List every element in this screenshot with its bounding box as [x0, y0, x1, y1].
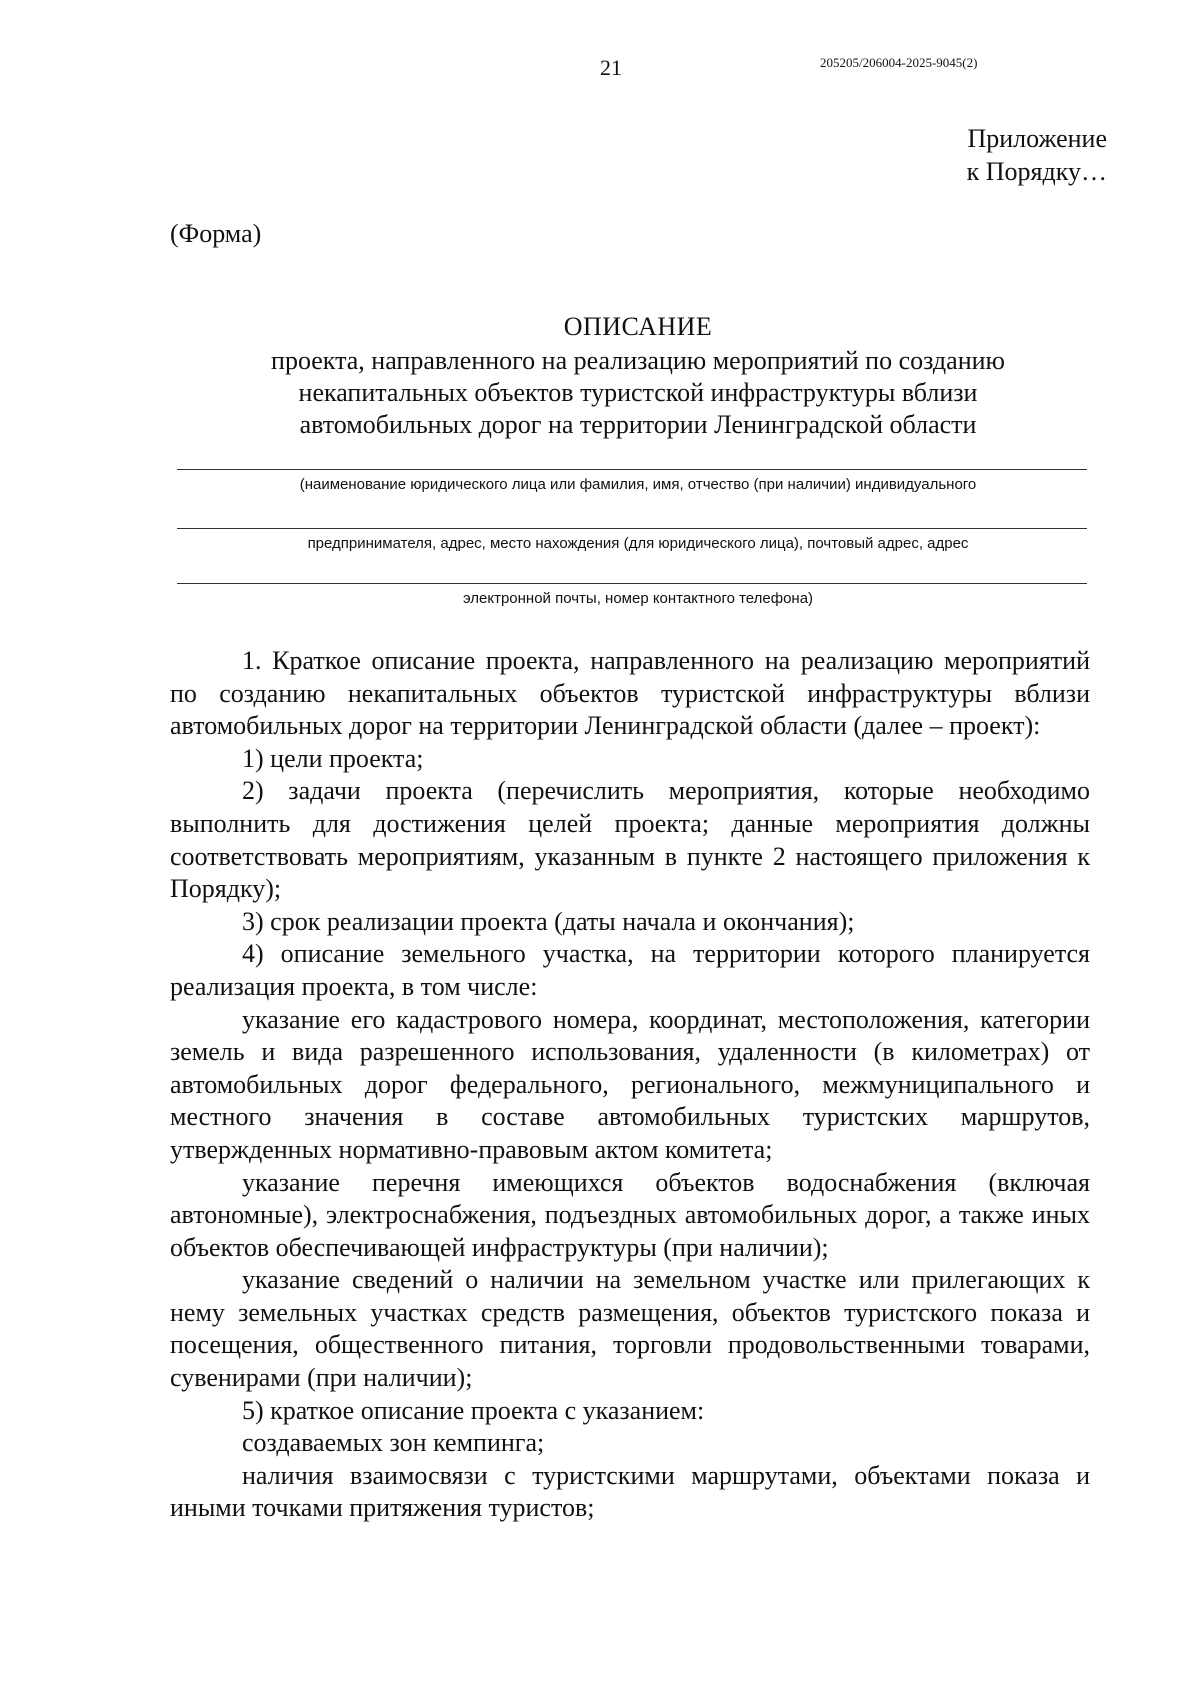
paragraph-9: 5) краткое описание проекта с указанием:	[242, 1395, 705, 1425]
paragraph-2: 1) цели проекта;	[242, 743, 424, 773]
caption-line-2: предпринимателя, адрес, место нахождения (для юридического лица), почтовый адрес, адрес	[307, 535, 969, 552]
document-body	[170, 645, 1090, 1525]
appendix-line-1: Приложение	[967, 124, 1107, 153]
fill-in-line-2	[177, 528, 1087, 529]
fill-in-line-3	[177, 583, 1087, 584]
paragraph-10: создаваемых зон кемпинга;	[242, 1428, 545, 1458]
document-id: 205205/206004-2025-9045(2)	[820, 55, 978, 70]
paragraph-8: указание сведений о наличии на земельном участке или прилегающих к нему земельных участках средств размещения, объектов туристского показа и посещения, общественного питания, торговли продовольственными товарами, сувенирами (при наличии);	[170, 1265, 1090, 1393]
subtitle-line-3: автомобильных дорог на территории Ленинградской области	[299, 410, 977, 439]
subtitle-line-2: некапитальных объектов туристской инфраструктуры вблизи	[298, 378, 978, 407]
subtitle-line-1: проекта, направленного на реализацию мероприятий по созданию	[271, 346, 1005, 375]
document-subtitle	[170, 345, 1106, 441]
paragraph-1: 1. Краткое описание проекта, направленного на реализацию мероприятий по созданию некапитальных объектов туристской инфраструктуры вблизи автомобильных дорог на территории Ленинградской области (далее – проект):	[170, 646, 1090, 741]
form-label: (Форма)	[170, 219, 262, 248]
appendix-line-2: к Порядку…	[966, 157, 1107, 186]
paragraph-4: 3) срок реализации проекта (даты начала и окончания);	[242, 906, 855, 936]
caption-line-1: (наименование юридического лица или фамилия, имя, отчество (при наличии) индивидуального	[299, 476, 977, 493]
paragraph-3: 2) задачи проекта (перечислить мероприятия, которые необходимо выполнить для достижения целей проекта; данные мероприятия должны соответствовать мероприятиям, указанным в пункте 2 настоящего приложения к Порядку);	[170, 776, 1090, 904]
caption-line-3: электронной почты, номер контактного телефона)	[462, 590, 814, 607]
fill-in-line-1	[177, 469, 1087, 470]
paragraph-7: указание перечня имеющихся объектов водоснабжения (включая автономные), электроснабжения, подъездных автомобильных дорог, а также иных объектов обеспечивающей инфраструктуры (при наличии);	[170, 1167, 1090, 1262]
paragraph-5: 4) описание земельного участка, на территории которого планируется реализация проекта, в том числе:	[170, 939, 1090, 1001]
document-title: ОПИСАНИЕ	[563, 312, 713, 341]
page-number: 21	[600, 55, 622, 80]
appendix-reference	[967, 122, 1107, 188]
paragraph-6: указание его кадастрового номера, координат, местоположения, категории земель и вида разрешенного использования, удаленности (в километрах) от автомобильных дорог федерального, регионального, межмуниципального и местного значения в составе автомобильных туристских маршрутов, утвержденных нормативно-правовым актом комитета;	[170, 1004, 1090, 1164]
paragraph-11: наличия взаимосвязи с туристскими маршрутами, объектами показа и иными точками притяжения туристов;	[170, 1460, 1090, 1523]
